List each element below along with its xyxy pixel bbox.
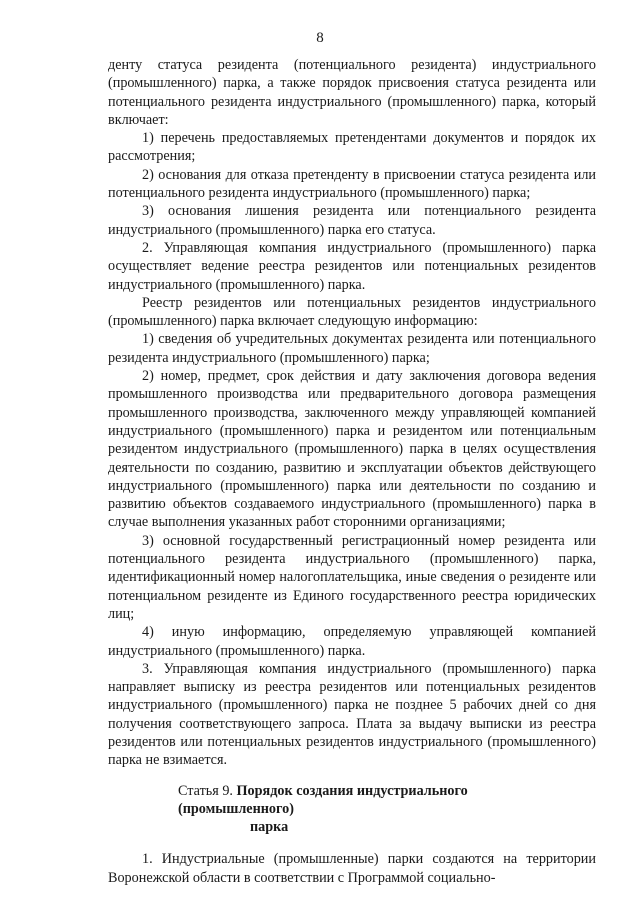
paragraph: 1. Индустриальные (промышленные) парки создаются на территории Воронежской области в соответствии с Программой социально-: [108, 851, 596, 886]
paragraph: денту статуса резидента (потенциального резидента) индустриального (промышленного) парка, а также порядок присвоения статуса резидента или потенциального резидента индустриального (промышленного) парка, который включает:: [108, 57, 596, 128]
paragraph: 4) иную информацию, определяемую управляющей компанией индустриального (промышленного) парка.: [108, 624, 596, 659]
paragraph: 1) сведения об учредительных документах резидента или потенциального резидента индустриального (промышленного) парка;: [108, 331, 596, 366]
article-heading: [108, 782, 596, 837]
article-title-line1: Порядок создания индустриального (промышленного): [178, 782, 468, 817]
paragraph: 2. Управляющая компания индустриального (промышленного) парка осуществляет ведение реестра резидентов или потенциальных резидентов индустриального (промышленного) парка.: [108, 239, 596, 293]
paragraph: 3) основания лишения резидента или потенциального резидента индустриального (промышленного) парка его статуса.: [108, 203, 596, 238]
page-number: 8: [316, 30, 324, 46]
article-title-line2: парка: [250, 819, 289, 836]
paragraph: 3. Управляющая компания индустриального (промышленного) парка направляет выписку из реестра резидентов или потенциальных резидентов индустриального (промышленного) парка не позднее 5 рабочих дней со дня получения соответствующего запроса. Плата за выдачу выписки из реестра резидентов или потенциальных резидентов индустриального (промышленного) парка не взимается.: [108, 660, 596, 769]
document-body: [108, 56, 596, 887]
article-prefix: Статья 9.: [178, 782, 233, 799]
paragraph: Реестр резидентов или потенциальных резидентов индустриального (промышленного) парка включает следующую информацию:: [108, 294, 596, 330]
paragraph: 2) номер, предмет, срок действия и дату заключения договора ведения промышленного производства или предварительного договора размещения промышленного производства, заключенного между управляющей компанией индустриального (промышленного) парка и резидентом или потенциальным резидентом индустриального (промышленного) парка в целях осуществления деятельности по созданию, развитию и эксплуатации объектов действующего индустриального (промышленного) парка или деятельности по созданию и развитию объектов создаваемого индустриального (промышленного) парка в случае выполнения указанных работ сторонними организациями;: [108, 368, 596, 531]
paragraph: 2) основания для отказа претенденту в присвоении статуса резидента или потенциального резидента индустриального (промышленного) парка;: [108, 166, 596, 202]
paragraph: 3) основной государственный регистрационный номер резидента или потенциального резидента индустриального (промышленного) парка, идентификационный номер налогоплательщика, иные сведения о резиденте или потенциальном резиденте из Единого государственного реестра юридических лиц;: [108, 532, 596, 622]
paragraph: 1) перечень предоставляемых претендентами документов и порядок их рассмотрения;: [108, 130, 596, 165]
